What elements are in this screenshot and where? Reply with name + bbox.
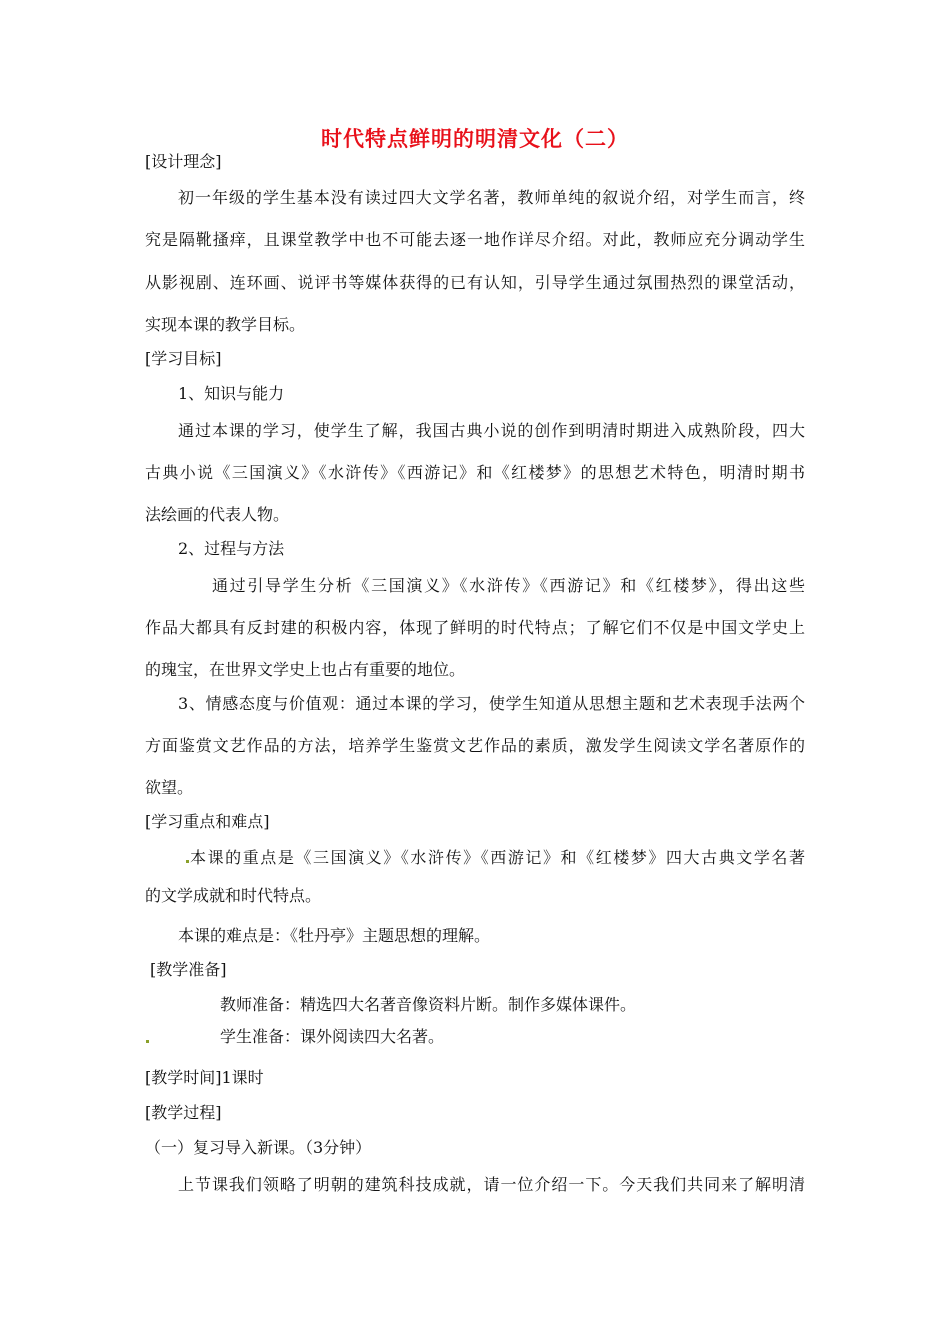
paragraph-line: 上节课我们领略了明朝的建筑科技成就，请一位介绍一下。今天我们共同来了解明清 [178,1175,805,1194]
section-heading-preparation: [教学准备] [150,960,227,979]
paragraph-line: 的文学成就和时代特点。 [145,886,322,905]
teacher-preparation: 教师准备：精选四大名著音像资料片断。制作多媒体课件。 [220,995,637,1014]
subheading-process: 2、过程与方法 [178,539,285,558]
paragraph-line: 3、情感态度与价值观：通过本课的学习，使学生知道从思想主题和艺术表现手法两个 [178,694,805,713]
paragraph-line: 古典小说《三国演义》《水浒传》《西游记》和《红楼梦》的思想艺术特色，明清时期书 [145,463,805,482]
paragraph-line: 作品大都具有反封建的积极内容，体现了鲜明的时代特点；了解它们不仅是中国文学史上 [145,618,805,637]
paragraph-line: 实现本课的教学目标。 [145,315,306,334]
subheading-knowledge: 1、知识与能力 [178,384,285,403]
student-preparation: 学生准备：课外阅读四大名著。 [220,1027,445,1046]
paragraph-line: 法绘画的代表人物。 [145,505,290,524]
section-heading-time: [教学时间]1课时 [145,1068,264,1087]
document-title: 时代特点鲜明的明清文化（二） [321,127,629,151]
section-heading-process: [教学过程] [145,1103,222,1122]
paragraph-line: 通过本课的学习，使学生了解，我国古典小说的创作到明清时期进入成熟阶段，四大 [178,421,805,440]
paragraph-line: 本课的难点是：《牡丹亭》主题思想的理解。 [178,926,491,945]
paragraph-line: 通过引导学生分析《三国演义》《水浒传》《西游记》和《红楼梦》，得出这些 [212,576,805,595]
step-heading: （一）复习导入新课。（3分钟） [145,1138,372,1157]
section-heading-design-concept: [设计理念] [145,152,222,171]
green-mark [186,860,189,863]
paragraph-line: 方面鉴赏文艺作品的方法，培养学生鉴赏文艺作品的素质，激发学生阅读文学名著原作的 [145,736,805,755]
paragraph-line: 究是隔靴搔痒，且课堂教学中也不可能去逐一地作详尽介绍。对此，教师应充分调动学生 [145,230,805,249]
section-heading-key-points: [学习重点和难点] [145,812,270,831]
green-mark [146,1040,149,1043]
section-heading-learning-goals: [学习目标] [145,349,222,368]
paragraph-line: 本课的重点是《三国演义》《水浒传》《西游记》和《红楼梦》四大古典文学名著 [190,848,805,867]
paragraph-line: 初一年级的学生基本没有读过四大文学名著，教师单纯的叙说介绍，对学生而言，终 [178,188,805,207]
paragraph-line: 的瑰宝，在世界文学史上也占有重要的地位。 [145,660,466,679]
paragraph-line: 欲望。 [145,778,194,797]
paragraph-line: 从影视剧、连环画、说评书等媒体获得的已有认知，引导学生通过氛围热烈的课堂活动， [145,273,805,292]
